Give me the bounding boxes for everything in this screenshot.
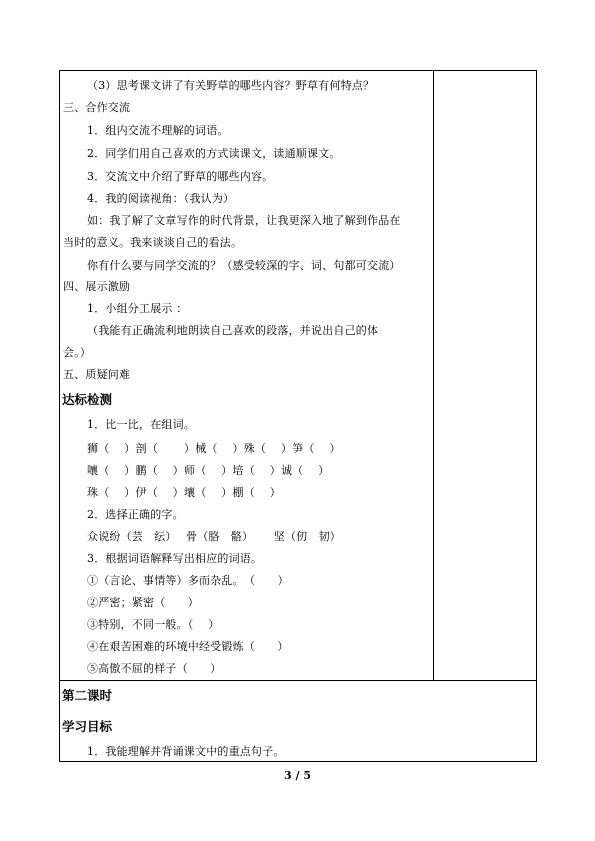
text-line: ②严密；紧密（ ）: [87, 596, 199, 609]
text-line: 2．选择正确的字。: [87, 508, 184, 521]
text-line: ④在艰苦困难的环境中经受锻炼（ ）: [87, 640, 289, 653]
text-line: 3．交流文中介绍了野草的哪些内容。: [87, 170, 274, 183]
lesson2-heading: 第二课时: [62, 688, 113, 703]
text-line: 1．比一比，在组词。: [87, 418, 195, 431]
text-line: ⑤高傲不屈的样子（ ）: [87, 662, 222, 675]
table-row-divider: [59, 680, 537, 681]
table-column-divider: [433, 70, 434, 680]
text-line: 2．同学们用自己喜欢的方式读课文，读通顺课文。: [87, 147, 341, 160]
text-line: （3）思考课文讲了有关野草的哪些内容？野草有何特点？: [87, 79, 375, 92]
text-line: 如：我了解了文章写作的时代背景，让我更深入地了解到作品在: [87, 214, 401, 227]
text-line: 1．小组分工展示 ：: [87, 302, 188, 315]
text-line: 狮（ ）剖（ ）械（ ）殊（ ）笋（ ）: [87, 442, 341, 455]
text-line: 1．组内交流不理解的词语。: [87, 124, 229, 137]
text-line: 珠（ ）伊（ ）壤（ ）棚（ ）: [87, 486, 281, 499]
text-line: （我能有正确流利地朗读自己喜欢的段落，并说出自己的体: [87, 324, 379, 337]
text-line: 你有什么要与同学交流的？（感受较深的字、词、句都可交流）: [87, 259, 401, 272]
section-heading-4: 四、展示激励: [63, 280, 131, 293]
text-line: 1．我能理解并背诵课文中的重点句子。: [87, 745, 285, 758]
section-heading-5: 五、质疑问难: [63, 368, 131, 381]
page-number: 3 / 5: [284, 769, 311, 782]
text-line: 3．根据词语解释写出相应的词语。: [87, 552, 263, 565]
text-line: 4．我的阅读视角：（我认为）: [87, 192, 235, 205]
assessment-heading: 达标检测: [62, 392, 113, 407]
text-line: ③特别，不同一般。（ ）: [87, 618, 220, 631]
goals-heading: 学习目标: [62, 719, 113, 734]
section-heading-3: 三、合作交流: [63, 101, 131, 114]
text-line: 众说纷（芸 纭） 骨（胳 骼） 坚（仞 韧）: [87, 530, 341, 543]
text-line: 会。）: [63, 346, 92, 359]
text-line: ①（言论、事情等）多而杂乱。 （ ）: [87, 574, 289, 587]
text-line: 当时的意义。我来谈谈自己的看法。: [63, 236, 243, 249]
text-line: 嚷（ ）鹏（ ）师（ ）培（ ）诚（ ）: [87, 464, 330, 477]
